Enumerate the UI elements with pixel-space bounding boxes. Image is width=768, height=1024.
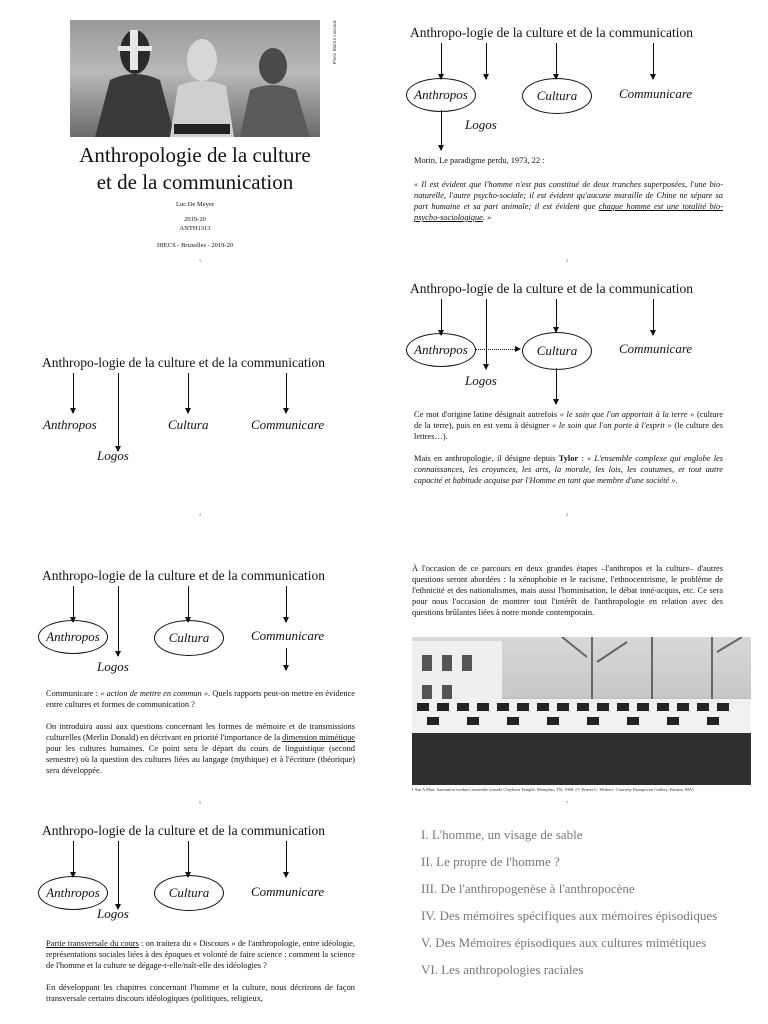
photo-figures xyxy=(70,20,320,137)
arrow xyxy=(286,586,287,622)
arrow xyxy=(286,841,287,877)
school: IHECS - Bruxelles - 2019-20 xyxy=(156,242,234,249)
arrow xyxy=(118,586,119,656)
toc-item[interactable]: IV. Des mémoires spécifiques aux mémoires épisodiques xyxy=(421,908,718,923)
arrow xyxy=(188,586,189,622)
cultura-oval: Cultura xyxy=(154,875,224,911)
arrow xyxy=(118,373,119,451)
slide-header: Anthropo-logie de la culture et de la communication xyxy=(410,281,694,296)
logos-label: Logos xyxy=(465,373,497,388)
arrow xyxy=(188,373,189,413)
photo-scene xyxy=(412,637,751,785)
toc-item[interactable]: II. Le propre de l'homme ? xyxy=(421,854,560,869)
page-number: 3 xyxy=(566,258,568,263)
slide-header: Anthropo-logie de la culture et de la communication xyxy=(42,568,326,583)
arrow xyxy=(118,841,119,909)
table-of-contents xyxy=(421,825,721,980)
anthropos-oval: Anthropos xyxy=(38,876,108,910)
arrow xyxy=(441,43,442,79)
dotted-arrow xyxy=(475,349,519,350)
page-number: 5 xyxy=(199,800,201,805)
photo-caption: I Am A Man. Sanitation workers assemble outside Clayborn Temple, Memphis, TN, 1968. (© Ernest C. Withers. Courtesy Panopticon Gallery, Boston, MA) xyxy=(412,787,694,792)
arrow xyxy=(653,43,654,79)
occasion-text: À l'occasion de ce parcours en deux grandes étapes –l'anthropos et la culture– d'autres questions seront abordées : la xénophobie et le racisme, l'ethnocentrisme, le problème de l'ethnicité et des nationalismes, mais aussi l'hominisation, le débat inné-acquis, etc. Ce sera pour nous l'occasion de montrer tout l'intérêt de l'anthropologie en relation avec des questions brûlantes liées à notre monde contemporain. xyxy=(412,564,723,617)
arrow xyxy=(556,299,557,332)
slide-header: Anthropo-logie de la culture et de la communication xyxy=(42,823,326,838)
communicare-label: Communicare xyxy=(619,341,693,356)
page-number: 7 xyxy=(566,800,568,805)
cultura-oval: Cultura xyxy=(522,332,592,370)
communicare-label: Communicare xyxy=(619,86,693,101)
cultura-oval: Cultura xyxy=(522,78,592,114)
course-code: ANTH1313 xyxy=(179,225,211,232)
communicare-label: Communicare xyxy=(251,417,325,432)
arrow xyxy=(286,648,287,670)
arrow xyxy=(188,841,189,877)
communicare-label: Communicare xyxy=(251,628,325,643)
logos-label: Logos xyxy=(97,906,129,921)
arrow xyxy=(486,299,487,369)
page-number: 2 xyxy=(199,512,201,517)
logos-label: Logos xyxy=(97,659,129,674)
anthropos-oval: Anthropos xyxy=(406,78,476,112)
arrow xyxy=(441,110,442,150)
slide-header: Anthropo-logie de la culture et de la communication xyxy=(42,355,326,370)
page-number: 4 xyxy=(566,512,568,517)
title-line-1: Anthropologie de la culture xyxy=(79,143,311,167)
communicare-text: Communicare : « action de mettre en commun ». Quels rapports peut-on mettre en évidence entre cultures et formes de communication ? On introduira aussi aux questions concernant les formes de mémoire et de transmissions culturelles (Merlin Donald) en décrivant en priorité l'importance de la dimension mimétique pour les cultures humaines. Ce point sera le départ du cours de linguistique (second semestre) où la question des cultures liées au langage (mythique) et à l'écriture (théorique) sera développée. xyxy=(46,689,356,775)
toc-item[interactable]: V. Des Mémoires épisodiques aux cultures mimétiques xyxy=(421,935,707,950)
communicare-label: Communicare xyxy=(251,884,325,899)
morin-heading: Morin, Le paradigme perdu, 1973, 22 : xyxy=(414,156,545,165)
author: Luc De Meyer xyxy=(176,201,214,208)
protest-photo xyxy=(412,637,751,785)
toc-item[interactable]: VI. Les anthropologies raciales xyxy=(421,962,584,977)
page-number: 1 xyxy=(199,258,201,263)
anthropos-oval: Anthropos xyxy=(406,333,476,367)
arrow xyxy=(556,43,557,79)
arrow xyxy=(556,368,557,404)
toc-item[interactable]: III. De l'anthropogenèse à l'anthropocène xyxy=(421,881,635,896)
arrow xyxy=(73,373,74,413)
arrow xyxy=(653,299,654,335)
arrow xyxy=(73,841,74,877)
anthropos-oval: Anthropos xyxy=(38,620,108,654)
year: 2019-20 xyxy=(184,216,206,223)
cultura-oval: Cultura xyxy=(154,620,224,656)
title-photo xyxy=(70,20,320,137)
arrow xyxy=(73,586,74,622)
title-line-2: et de la communication xyxy=(96,170,294,194)
arrow xyxy=(441,299,442,335)
arrow xyxy=(486,43,487,79)
anthropos-label: Anthropos xyxy=(43,417,97,432)
cultura-definition: Ce mot d'origine latine désignait autrefois « le soin que l'on apportait à la terre » (culture de la terre), puis en est venu à désigner « le soin que l'on porte à l'esprit » (le culture des lettres…). Mais en anthropologie, il désigne depuis Tylor : « L'ensemble complexe qui englobe les connaissances, les croyances, les arts, la morale, les lois, les coutumes, et tout autre capacité et habitude acquise par l'Homme en tant que membre d'une société ». xyxy=(414,410,724,485)
title-meta xyxy=(0,200,390,250)
logos-label: Logos xyxy=(465,117,497,132)
title xyxy=(0,142,390,196)
transversal-text: Partie transversale du cours : on traitera du « Discours » de l'anthropologie, entre idéologie, représentations sociales liées à des époques et volonté de faire science : comment la science de l'homme et la culture se dégage-t-elle/naît-elle des idéologies ? En développant les chapitres concernant l'homme et la culture, nous décrirons de façon transversale certains discours idéologiques (politiques, religieux, xyxy=(46,939,355,1003)
toc-item[interactable]: I. L'homme, un visage de sable xyxy=(421,827,583,842)
morin-quote: « Il est évident que l'homme n'est pas constitué de deux tranches superposées, l'une bio-naturelle, l'autre psycho-sociale; il est évident qu'aucune muraille de Chine ne sépare sa part humaine et sa part animale; il est évident que chaque homme est une totalité bio-psycho-sociologique. » xyxy=(414,180,723,222)
logos-label: Logos xyxy=(97,448,129,463)
arrow xyxy=(286,373,287,413)
photo-credit: Photo Martin Gusinde xyxy=(333,20,338,65)
slide-header: Anthropo-logie de la culture et de la communication xyxy=(410,25,694,40)
cultura-label: Cultura xyxy=(168,417,209,432)
